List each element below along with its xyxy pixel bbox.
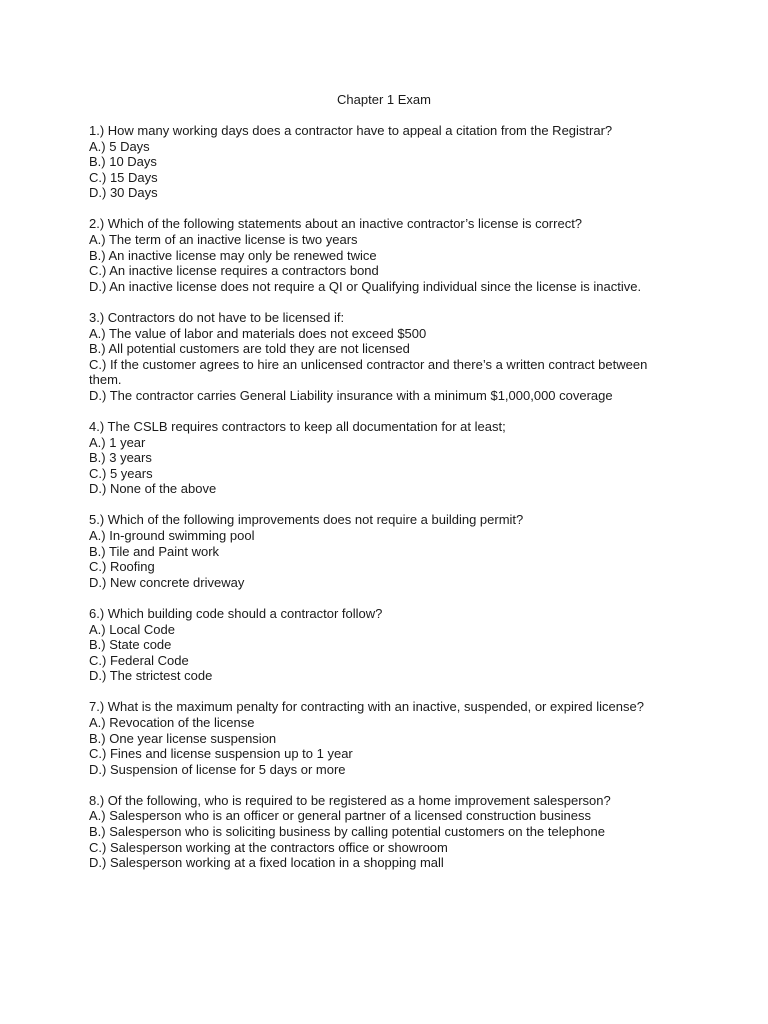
answer-option-b: B.) State code [89, 637, 172, 653]
answer-option-b: B.) 10 Days [89, 154, 157, 170]
answer-option-d: D.) An inactive license does not require a QI or Qualifying individual since the license is inactive. [89, 278, 642, 294]
answer-option-a: A.) 1 year [89, 434, 146, 450]
answer-option-a: A.) Salesperson who is an officer or general partner of a licensed construction business [89, 808, 591, 824]
answer-option-b: B.) 3 years [89, 450, 152, 466]
question-7 [89, 699, 649, 777]
question-text: 8.) Of the following, who is required to be registered as a home improvement salesperson? [89, 792, 611, 808]
question-text: 2.) Which of the following statements about an inactive contractor’s license is correct? [89, 216, 583, 232]
answer-option-b: B.) An inactive license may only be renewed twice [89, 247, 377, 263]
answer-option-b: B.) One year license suspension [89, 730, 277, 746]
answer-option-c: C.) 15 Days [89, 169, 158, 185]
answer-option-d: D.) The contractor carries General Liability insurance with a minimum $1,000,000 coverage [89, 387, 613, 403]
answer-option-c: C.) Salesperson working at the contractors office or showroom [89, 839, 448, 855]
answer-option-a: A.) The term of an inactive license is two years [89, 232, 358, 248]
answer-option-c: C.) 5 years [89, 465, 153, 481]
answer-option-c: C.) Fines and license suspension up to 1 year [89, 746, 353, 762]
answer-option-c: C.) Federal Code [89, 652, 189, 668]
answer-option-a: A.) In-ground swimming pool [89, 528, 255, 544]
answer-option-b: B.) All potential customers are told they are not licensed [89, 341, 410, 357]
question-text: 6.) Which building code should a contractor follow? [89, 605, 383, 621]
answer-option-d: D.) The strictest code [89, 668, 213, 684]
question-text: 3.) Contractors do not have to be licensed if: [89, 309, 345, 325]
answer-option-c: C.) If the customer agrees to hire an unlicensed contractor and there’s a written contract between them. [89, 356, 648, 388]
answer-option-d: D.) Salesperson working at a fixed location in a shopping mall [89, 855, 444, 871]
answer-option-d: D.) None of the above [89, 481, 217, 497]
answer-option-c: C.) An inactive license requires a contractors bond [89, 263, 379, 279]
answer-option-a: A.) Revocation of the license [89, 715, 255, 730]
question-6 [89, 606, 649, 684]
question-text: 4.) The CSLB requires contractors to keep all documentation for at least; [89, 419, 506, 434]
question-list [89, 123, 649, 886]
answer-option-a: A.) 5 Days [89, 138, 150, 154]
answer-option-c: C.) Roofing [89, 559, 155, 575]
answer-option-d: D.) Suspension of license for 5 days or more [89, 761, 346, 777]
page-title: Chapter 1 Exam [337, 92, 431, 107]
question-5 [89, 512, 649, 590]
answer-option-d: D.) 30 Days [89, 185, 158, 201]
question-2 [89, 216, 649, 294]
answer-option-d: D.) New concrete driveway [89, 574, 245, 590]
answer-option-b: B.) Salesperson who is soliciting business by calling potential customers on the telephone [89, 824, 605, 840]
answer-option-a: A.) Local Code [89, 621, 175, 637]
question-3 [89, 310, 649, 404]
question-text: 1.) How many working days does a contractor have to appeal a citation from the Registrar? [89, 123, 613, 138]
answer-option-a: A.) The value of labor and materials does not exceed $500 [89, 325, 427, 341]
question-4 [89, 419, 649, 497]
question-8 [89, 793, 649, 871]
answer-option-b: B.) Tile and Paint work [89, 543, 220, 559]
question-text: 7.) What is the maximum penalty for contracting with an inactive, suspended, or expired license? [89, 699, 644, 715]
question-text: 5.) Which of the following improvements does not require a building permit? [89, 512, 524, 528]
question-1 [89, 123, 649, 201]
